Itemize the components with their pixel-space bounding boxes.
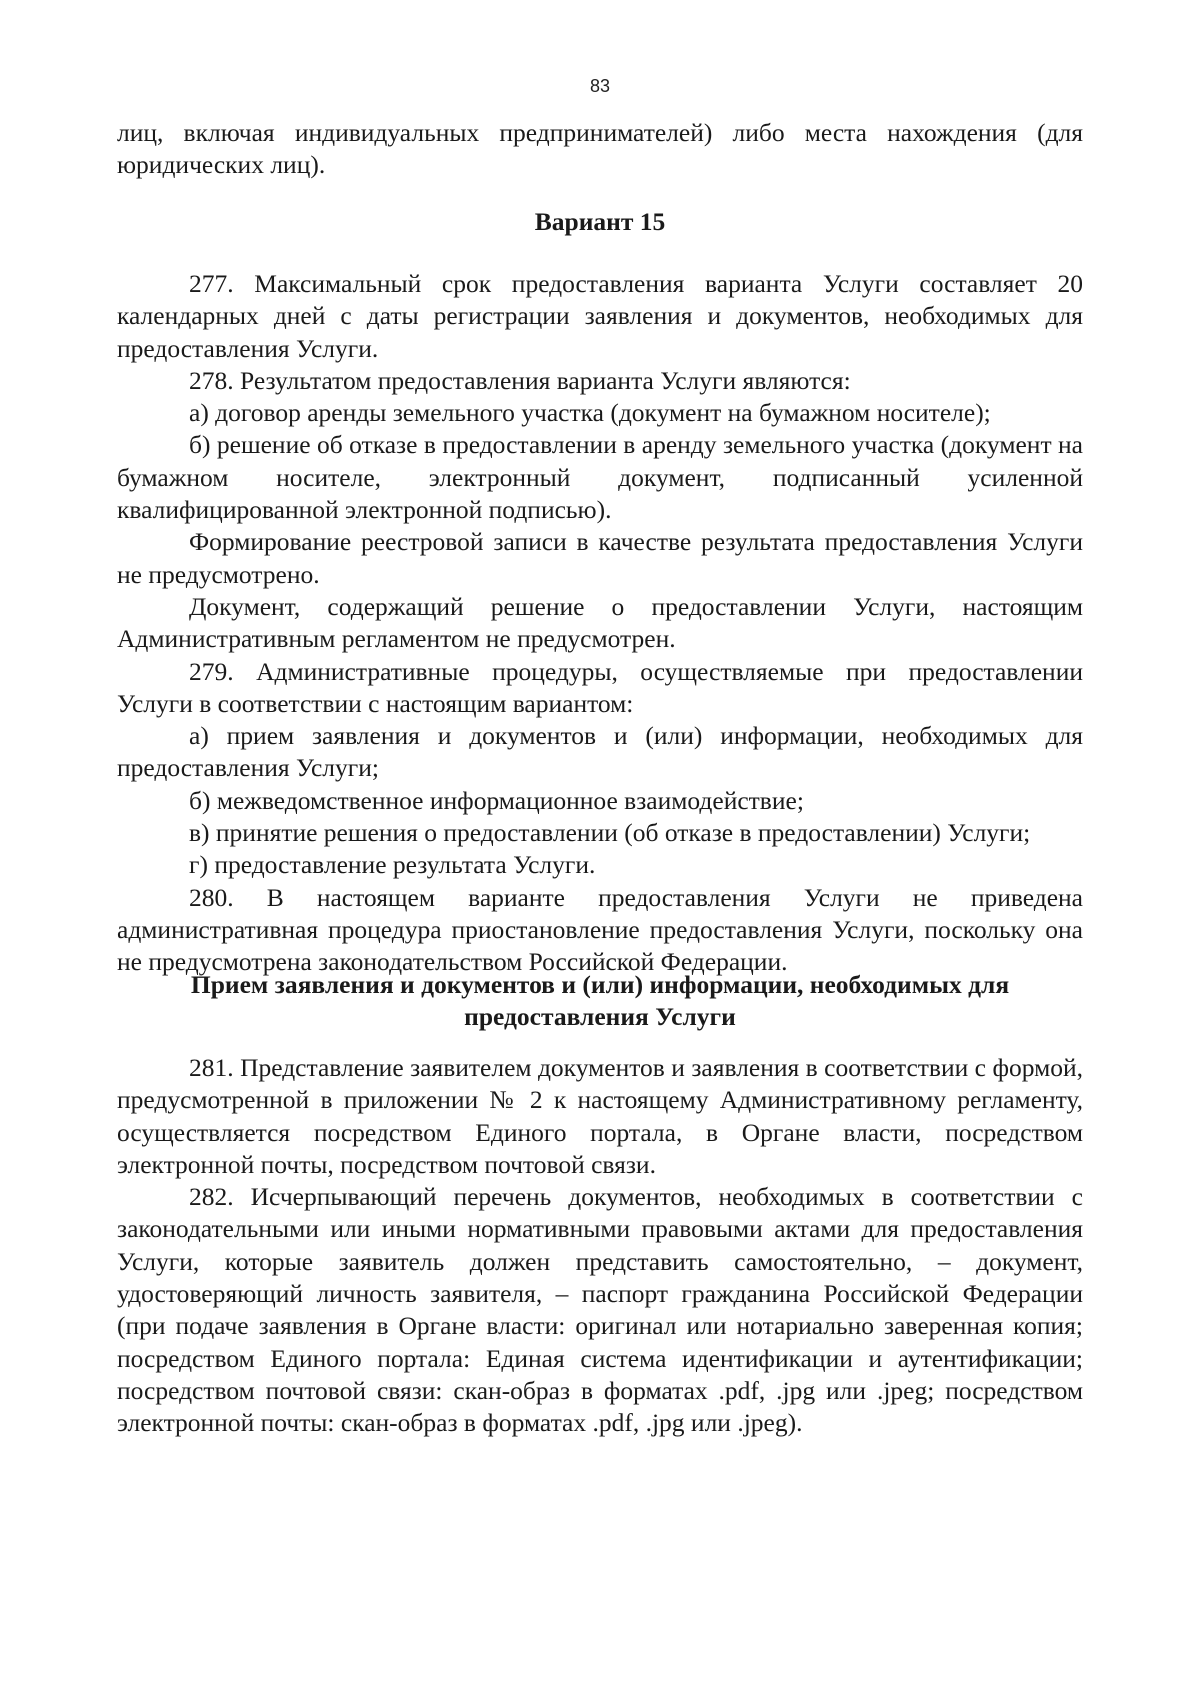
paragraph: Формирование реестровой записи в качестве результата предоставления Услуги не предусмотрено. [117,527,1083,589]
paragraph: Документ, содержащий решение о предоставлении Услуги, настоящим Административным регламентом не предусмотрен. [117,591,1083,654]
page-number: 83 [589,76,611,96]
list-item-a: а) договор аренды земельного участка (документ на бумажном носителе); [189,398,991,428]
paragraph-282: 282. Исчерпывающий перечень документов, необходимых в соответствии с законодательными или иными нормативными правовыми актами для предоставления Услуги, которые заявитель должен представить самостоятельно, – документ, удостоверяющий личность заявителя, – паспорт гражданина Российской Федерации (при подаче заявления в Органе власти: оригинал или нотариально заверенная копия; посредством Единого портала: Единая система идентификации и аутентификации; посредством почтовой связи: скан-образ в форматах .pdf, .jpg или .jpeg; посредством электронной почты: скан-образ в форматах .pdf, .jpg или .jpeg). [117,1182,1083,1438]
list-item-g: г) предоставление результата Услуги. [189,850,596,880]
paragraph-277: 277. Максимальный срок предоставления варианта Услуги составляет 20 календарных дней с даты регистрации заявления и документов, необходимых для предоставления Услуги. [117,269,1083,363]
list-item-b: б) решение об отказе в предоставлении в аренду земельного участка (документ на бумажном носителе, электронный документ, подписанный усиленной квалифицированной электронной подписью). [117,430,1083,525]
paragraph-281: 281. Представление заявителем документов и заявления в соответствии с формой, предусмотренной в приложении № 2 к настоящему Административному регламенту, осуществляется посредством Единого портала, в Органе власти, посредством электронной почты, посредством почтовой связи. [117,1053,1083,1179]
paragraph-279: 279. Административные процедуры, осуществляемые при предоставлении Услуги в соответствии с настоящим вариантом: [117,656,1083,718]
list-item-v: в) принятие решения о предоставлении (об отказе в предоставлении) Услуги; [189,818,1031,848]
paragraph-278: 278. Результатом предоставления варианта Услуги являются: [189,365,851,395]
list-item-b: б) межведомственное информационное взаимодействие; [189,785,804,815]
section-heading: Прием заявления и документов и (или) информации, необходимых для предоставления Услуги [190,970,1010,1032]
list-item-a: а) прием заявления и документов и (или) информации, необходимых для предоставления Услуги; [117,721,1083,783]
paragraph: лиц, включая индивидуальных предпринимателей) либо места нахождения (для юридических лиц). [117,118,1083,180]
variant-heading: Вариант 15 [534,207,666,236]
paragraph-280: 280. В настоящем варианте предоставления Услуги не приведена административная процедура приостановление предоставления Услуги, поскольку она не предусмотрена законодательством Российской Федерации. [117,882,1083,977]
section-body [117,1052,1083,1440]
intro-text [117,117,1083,182]
variant-body [117,268,1083,979]
